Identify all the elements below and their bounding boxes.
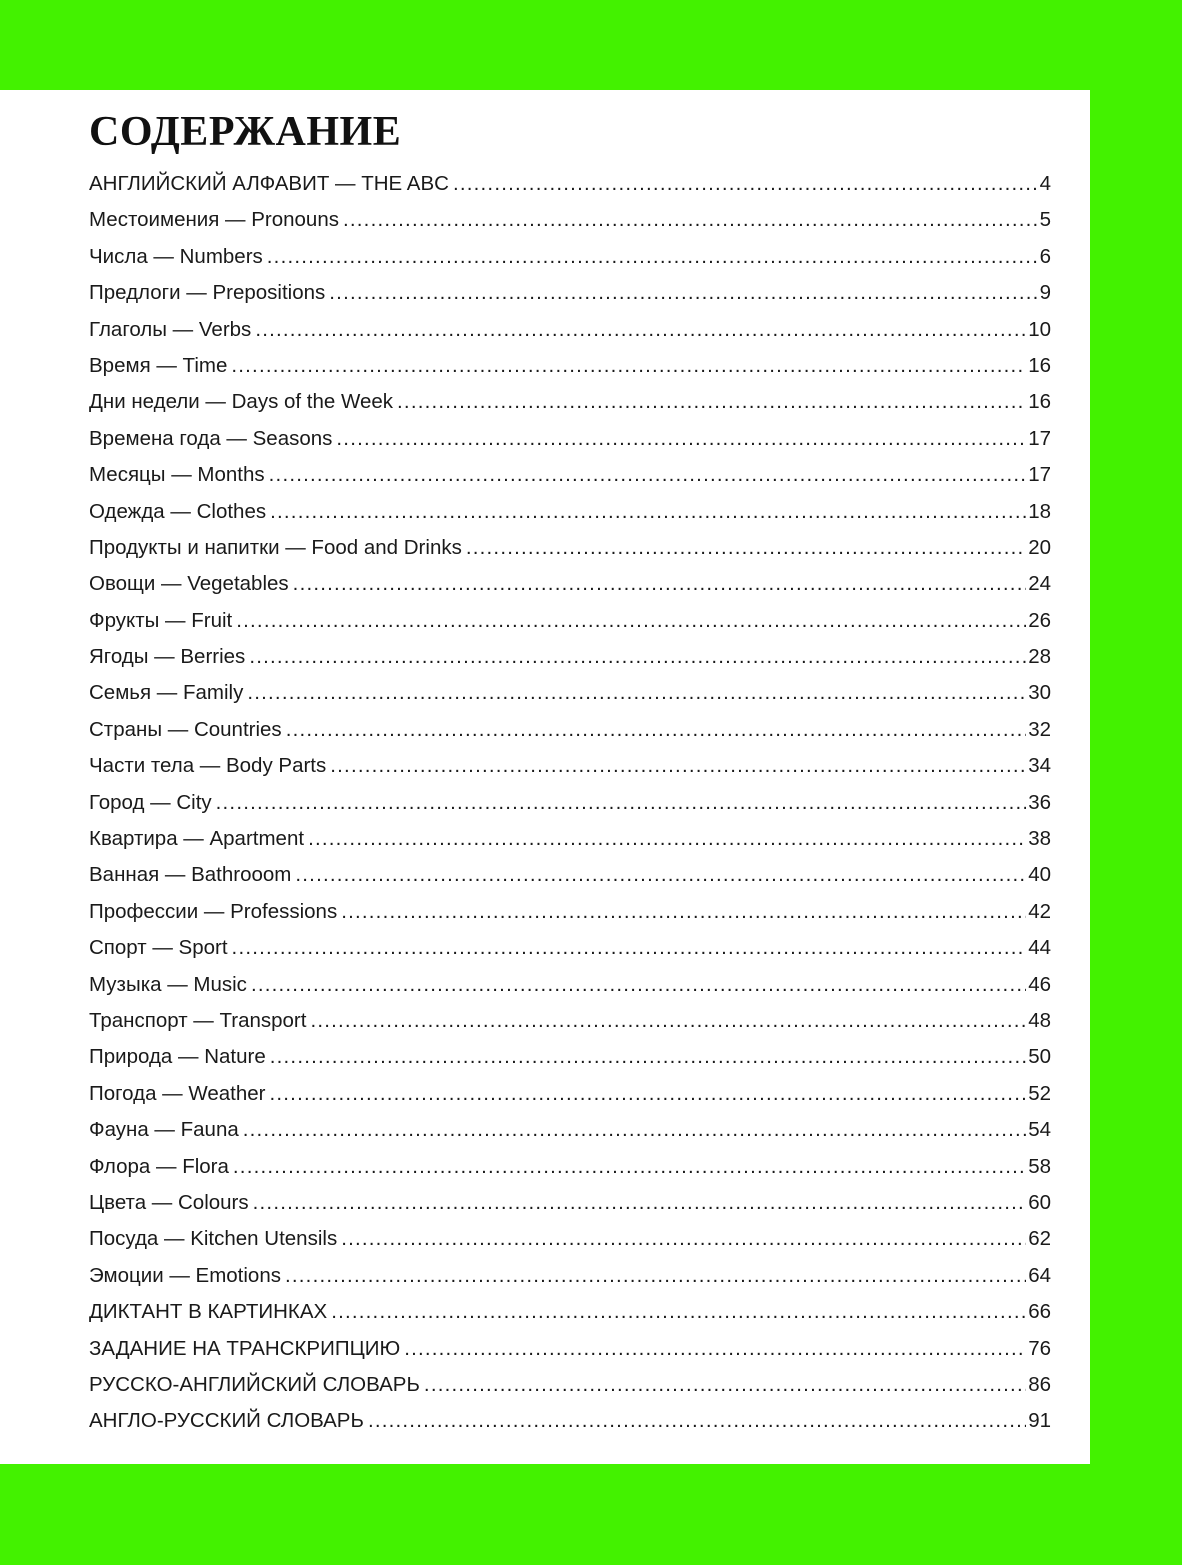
toc-entry-label: Дни недели — Days of the Week xyxy=(89,390,394,414)
toc-entry-label: Ванная — Bathrooom xyxy=(89,863,292,887)
dot-leader xyxy=(295,863,1026,887)
toc-entry-page-number: 20 xyxy=(1028,535,1051,559)
toc-entry-page-number: 52 xyxy=(1028,1081,1051,1105)
toc-entry-page-number: 26 xyxy=(1028,608,1051,632)
toc-entry[interactable] xyxy=(89,1227,1051,1263)
toc-entry-label: Продукты и напитки — Food and Drinks xyxy=(89,535,462,559)
dot-leader xyxy=(310,1009,1026,1033)
toc-entry[interactable] xyxy=(89,281,1051,317)
toc-entry[interactable] xyxy=(89,718,1051,754)
toc-entry-page-number: 30 xyxy=(1028,681,1051,705)
toc-entry-page-number: 54 xyxy=(1028,1118,1051,1142)
dot-leader xyxy=(269,463,1027,487)
content-page xyxy=(0,90,1090,1464)
toc-entry-label: Время — Time xyxy=(89,353,228,377)
toc-entry-label: Одежда — Clothes xyxy=(89,499,267,523)
toc-entry-label: Страны — Countries xyxy=(89,717,282,741)
toc-entry-label: Город — City xyxy=(89,790,212,814)
dot-leader xyxy=(247,681,1026,705)
toc-entry-label: Флора — Flora xyxy=(89,1154,229,1178)
toc-entry-page-number: 4 xyxy=(1039,172,1051,195)
toc-entry-label: Глаголы — Verbs xyxy=(89,317,252,341)
toc-entry[interactable] xyxy=(89,1300,1051,1336)
toc-entry[interactable] xyxy=(89,390,1051,426)
toc-entry-page-number: 36 xyxy=(1028,790,1051,814)
toc-entry-page-number: 28 xyxy=(1028,645,1051,669)
toc-entry[interactable] xyxy=(89,1373,1051,1409)
dot-leader xyxy=(331,1300,1026,1324)
dot-leader xyxy=(269,1082,1026,1106)
toc-entry-label: Музыка — Music xyxy=(89,972,247,996)
dot-leader xyxy=(243,1118,1026,1142)
toc-entry[interactable] xyxy=(89,427,1051,463)
toc-entry[interactable] xyxy=(89,1409,1051,1445)
dot-leader xyxy=(270,1045,1026,1069)
toc-entry[interactable] xyxy=(89,1264,1051,1300)
toc-entry-label: Времена года — Seasons xyxy=(89,426,333,450)
toc-entry-page-number: 34 xyxy=(1028,754,1051,778)
toc-entry-label: Месяцы — Months xyxy=(89,463,265,487)
dot-leader xyxy=(285,1264,1026,1288)
toc-entry[interactable] xyxy=(89,1045,1051,1081)
toc-entry-label: Природа — Nature xyxy=(89,1045,266,1069)
toc-entry-page-number: 10 xyxy=(1028,317,1051,341)
toc-entry[interactable] xyxy=(89,500,1051,536)
dot-leader xyxy=(232,936,1027,960)
toc-entry-page-number: 66 xyxy=(1028,1300,1051,1324)
toc-entry-label: АНГЛИЙСКИЙ АЛФАВИТ — THE ABC xyxy=(89,172,449,195)
toc-entry[interactable] xyxy=(89,318,1051,354)
toc-entry-label: ДИКТАНТ В КАРТИНКАХ xyxy=(89,1300,328,1324)
toc-entry[interactable] xyxy=(89,900,1051,936)
toc-entry-page-number: 16 xyxy=(1028,390,1051,414)
toc-entry-page-number: 50 xyxy=(1028,1045,1051,1069)
toc-entry-label: ЗАДАНИЕ НА ТРАНСКРИПЦИЮ xyxy=(89,1336,401,1360)
toc-entry-page-number: 76 xyxy=(1028,1336,1051,1360)
toc-entry-page-number: 86 xyxy=(1028,1372,1051,1396)
toc-entry[interactable] xyxy=(89,245,1051,281)
toc-entry-page-number: 5 xyxy=(1039,208,1051,232)
toc-entry-label: Погода — Weather xyxy=(89,1081,266,1105)
toc-entry-page-number: 58 xyxy=(1028,1154,1051,1178)
toc-entry-label: Местоимения — Pronouns xyxy=(89,208,339,232)
dot-leader xyxy=(253,1191,1027,1215)
dot-leader xyxy=(270,500,1026,524)
dot-leader xyxy=(368,1409,1026,1433)
toc-entry-label: Фрукты — Fruit xyxy=(89,608,233,632)
toc-entry[interactable] xyxy=(89,1155,1051,1191)
dot-leader xyxy=(453,172,1038,196)
toc-entry[interactable] xyxy=(89,172,1051,208)
toc-entry[interactable] xyxy=(89,1009,1051,1045)
toc-entry[interactable] xyxy=(89,609,1051,645)
toc-entry-page-number: 44 xyxy=(1028,936,1051,960)
toc-entry-page-number: 91 xyxy=(1028,1409,1051,1433)
toc-entry-label: Цвета — Colours xyxy=(89,1190,249,1214)
dot-leader xyxy=(236,609,1026,633)
toc-entry[interactable] xyxy=(89,936,1051,972)
dot-leader xyxy=(336,427,1026,451)
dot-leader xyxy=(286,718,1027,742)
toc-entry-page-number: 46 xyxy=(1028,972,1051,996)
page-title: СОДЕРЖАНИЕ xyxy=(89,109,402,155)
dot-leader xyxy=(293,572,1027,596)
toc-entry-label: Спорт — Sport xyxy=(89,936,228,960)
toc-entry-label: РУССКО-АНГЛИЙСКИЙ СЛОВАРЬ xyxy=(89,1372,420,1396)
toc-entry-page-number: 64 xyxy=(1028,1263,1051,1287)
dot-leader xyxy=(397,390,1026,414)
dot-leader xyxy=(341,1227,1026,1251)
toc-entry-label: АНГЛО-РУССКИЙ СЛОВАРЬ xyxy=(89,1409,364,1433)
toc-entry[interactable] xyxy=(89,572,1051,608)
toc-entry-page-number: 62 xyxy=(1028,1227,1051,1251)
dot-leader xyxy=(329,281,1037,305)
toc-entry[interactable] xyxy=(89,973,1051,1009)
toc-entry[interactable] xyxy=(89,1082,1051,1118)
toc-entry-page-number: 17 xyxy=(1028,463,1051,487)
toc-entry[interactable] xyxy=(89,208,1051,244)
toc-entry-page-number: 40 xyxy=(1028,863,1051,887)
toc-entry-page-number: 24 xyxy=(1028,572,1051,596)
dot-leader xyxy=(233,1155,1026,1179)
toc-entry-page-number: 38 xyxy=(1028,827,1051,851)
toc-entry[interactable] xyxy=(89,754,1051,790)
dot-leader xyxy=(231,354,1026,378)
toc-entry[interactable] xyxy=(89,463,1051,499)
dot-leader xyxy=(255,318,1026,342)
toc-entry-label: Предлоги — Prepositions xyxy=(89,281,326,305)
toc-entry[interactable] xyxy=(89,1337,1051,1373)
toc-entry-page-number: 32 xyxy=(1028,717,1051,741)
toc-entry-label: Части тела — Body Parts xyxy=(89,754,327,778)
toc-entry-page-number: 17 xyxy=(1028,426,1051,450)
toc-entry[interactable] xyxy=(89,791,1051,827)
toc-entry[interactable] xyxy=(89,863,1051,899)
toc-entry-page-number: 18 xyxy=(1028,499,1051,523)
toc-entry-label: Профессии — Professions xyxy=(89,899,338,923)
toc-entry[interactable] xyxy=(89,645,1051,681)
toc-entry-label: Квартира — Apartment xyxy=(89,827,305,851)
toc-entry-page-number: 60 xyxy=(1028,1190,1051,1214)
toc-entry-label: Семья — Family xyxy=(89,681,244,705)
toc-entry-page-number: 48 xyxy=(1028,1008,1051,1032)
dot-leader xyxy=(216,791,1027,815)
toc-entry[interactable] xyxy=(89,536,1051,572)
toc-entry-label: Овощи — Vegetables xyxy=(89,572,289,596)
dot-leader xyxy=(466,536,1026,560)
table-of-contents xyxy=(89,172,1051,1446)
toc-entry-label: Ягоды — Berries xyxy=(89,645,246,669)
toc-entry-label: Транспорт — Transport xyxy=(89,1008,307,1032)
toc-entry[interactable] xyxy=(89,681,1051,717)
toc-entry[interactable] xyxy=(89,1191,1051,1227)
dot-leader xyxy=(330,754,1026,778)
dot-leader xyxy=(267,245,1038,269)
toc-entry[interactable] xyxy=(89,354,1051,390)
toc-entry-label: Фауна — Fauna xyxy=(89,1118,239,1142)
dot-leader xyxy=(404,1337,1026,1361)
toc-entry-page-number: 6 xyxy=(1039,244,1051,268)
toc-entry-label: Числа — Numbers xyxy=(89,244,263,268)
dot-leader xyxy=(308,827,1026,851)
toc-entry-page-number: 16 xyxy=(1028,353,1051,377)
toc-entry-page-number: 9 xyxy=(1039,281,1051,305)
dot-leader xyxy=(249,645,1026,669)
toc-entry[interactable] xyxy=(89,1118,1051,1154)
dot-leader xyxy=(343,208,1038,232)
toc-entry[interactable] xyxy=(89,827,1051,863)
dot-leader xyxy=(424,1373,1026,1397)
toc-entry-page-number: 42 xyxy=(1028,899,1051,923)
toc-entry-label: Посуда — Kitchen Utensils xyxy=(89,1227,338,1251)
dot-leader xyxy=(251,973,1026,997)
dot-leader xyxy=(341,900,1026,924)
toc-entry-label: Эмоции — Emotions xyxy=(89,1263,281,1287)
